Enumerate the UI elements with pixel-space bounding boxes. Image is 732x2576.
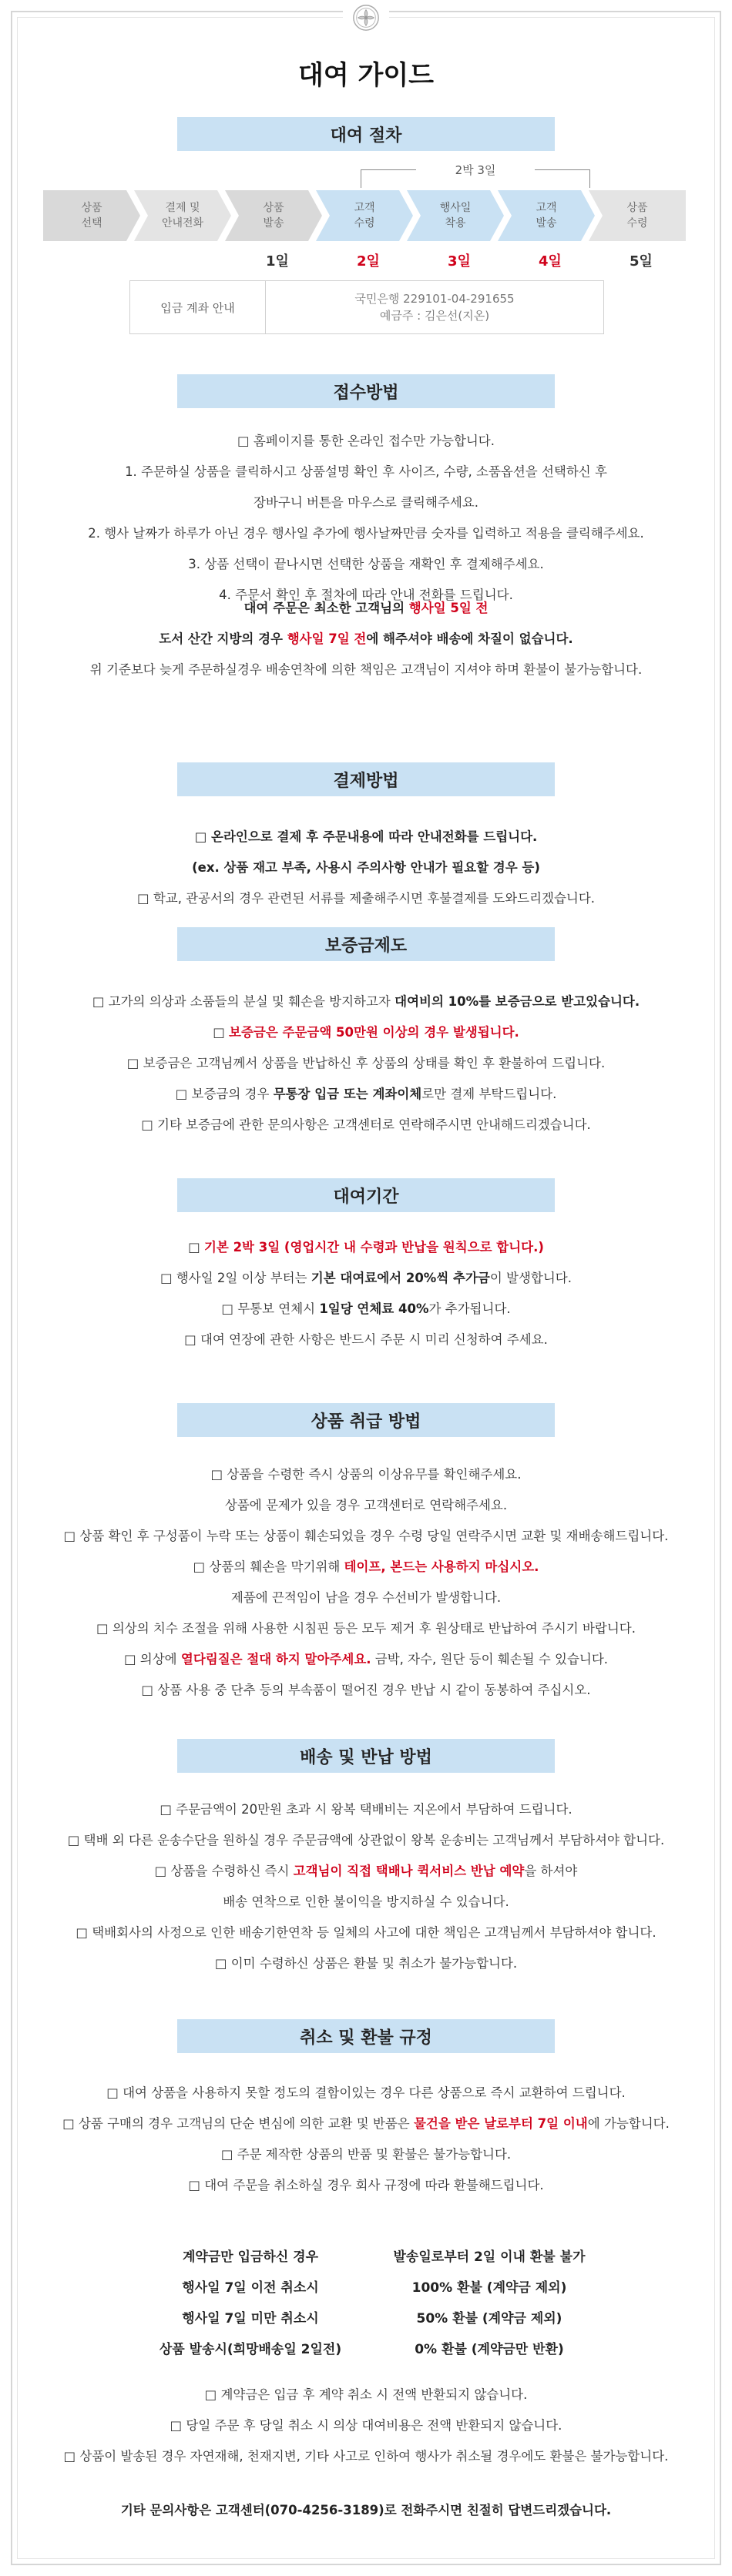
refund-line: □ 당일 주문 후 당일 취소 시 의상 대여비용은 전액 반환되지 않습니다. [170,2418,562,2433]
fee-condition: 상품 발송시(희망배송일 2일전) [159,2341,342,2357]
refund-notes [23,2380,709,2472]
handling-line: □ 의상에 열다림질은 절대 하지 말아주세요. 금박, 자수, 원단 등이 훼손될 수 있습니다. [123,1652,609,1667]
bank-account-info [266,281,603,333]
fee-refund: 50% 환불 (계약금 제외) [416,2310,562,2326]
section-title-order: 접수방법 [177,374,555,408]
order-line: 1. 주문하실 상품을 클릭하시고 상품설명 확인 후 사이즈, 수량, 소품옵션을 선택하신 후 [125,464,607,479]
deposit-text [23,987,709,1141]
refund-line: □ 상품이 발송된 경우 자연재해, 천재지변, 기타 사고로 인하여 행사가 취소될 경우에도 환불은 불가능합니다. [63,2449,669,2464]
order-line: 4. 주문서 확인 후 절차에 따라 안내 전화를 드립니다. [219,588,513,602]
deposit-line: □ 보증금은 주문금액 50만원 이상의 경우 발생됩니다. [213,1025,519,1040]
order-text [23,426,709,611]
handling-line: 제품에 끈적임이 남을 경우 수선비가 발생합니다. [230,1590,502,1605]
payment-line: □ 온라인으로 결제 후 주문내용에 따라 안내전화를 드립니다. [194,829,538,844]
day-label: 2일 [357,253,380,270]
handling-line: □ 상품의 훼손을 막기위해 테이프, 본드는 사용하지 마십시오. [193,1559,539,1574]
section-title-handling: 상품 취급 방법 [177,1403,555,1437]
refund-line: □ 계약금은 입금 후 계약 취소 시 전액 반환되지 않습니다. [204,2387,528,2402]
fee-refund: 0% 환불 (계약금만 반환) [415,2341,564,2357]
section-title-shipping: 배송 및 반납 방법 [177,1739,555,1773]
section-title-refund: 취소 및 환불 규정 [177,2019,555,2053]
refund-fee-table [131,2239,609,2363]
shipping-text [23,1794,709,1979]
process-step: 고객 수령 [316,190,413,241]
table-row [131,2239,609,2270]
shipping-line: □ 상품을 수령하신 즉시 고객님이 직접 택배나 퀵서비스 반납 예약을 하셔야 [154,1864,578,1878]
handling-line: □ 상품 확인 후 구성품이 누락 또는 상품이 훼손되었을 경우 수령 당일 연락주시면 교환 및 재배송해드립니다. [63,1529,669,1543]
page-title: 대여 가이드 [297,60,435,91]
process-step: 상품 수령 [589,190,686,241]
refund-text [23,2078,709,2201]
fee-condition: 계약금만 입금하신 경우 [182,2249,319,2265]
deposit-line: □ 기타 보증금에 관한 문의사항은 고객센터로 연락해주시면 안내해드리겠습니다. [141,1117,591,1132]
fee-condition: 행사일 7일 미만 취소시 [182,2310,319,2326]
bank-account-number: 국민은행 229101-04-291655 [354,292,515,306]
period-line: □ 기본 2박 3일 (영업시간 내 수령과 반납을 원칙으로 합니다.) [188,1240,544,1255]
refund-line: □ 대여 상품을 사용하지 못할 정도의 결함이있는 경우 다른 상품으로 즉시 교환하여 드립니다. [106,2085,626,2100]
refund-line: □ 대여 주문을 취소하실 경우 회사 규정에 따라 환불해드립니다. [188,2178,544,2192]
order-notice-line: 대여 주문은 최소한 고객님의 행사일 5일 전 [243,601,489,615]
table-row [131,2332,609,2363]
contact-line: 기타 문의사항은 고객센터(070-4256-3189)로 전화주시면 친절히 답변드리겠습니다. [120,2503,612,2517]
day-label: 5일 [630,253,653,270]
fee-refund: 100% 환불 (계약금 제외) [411,2280,567,2296]
payment-line: (ex. 상품 재고 부족, 사용시 주의사항 안내가 필요할 경우 등) [192,860,540,875]
table-row [131,2270,609,2301]
day-label: 1일 [266,253,289,270]
process-step: 상품 선택 [43,190,140,241]
table-row [131,2301,609,2332]
period-line: □ 대여 연장에 관한 사항은 반드시 주문 시 미리 신청하여 주세요. [184,1332,548,1347]
payment-line: □ 학교, 관공서의 경우 관련된 서류를 제출해주시면 후불결제를 도와드리겠습니다. [136,891,596,906]
section-title-period: 대여기간 [177,1178,555,1212]
handling-line: □ 상품을 수령한 즉시 상품의 이상유무를 확인해주세요. [210,1467,522,1482]
process-step: 결제 및 안내전화 [134,190,231,241]
shipping-line: □ 이미 수령하신 상품은 환불 및 취소가 불가능합니다. [214,1956,518,1971]
bank-account-label: 입금 계좌 안내 [130,281,266,333]
shipping-line: □ 택배회사의 사정으로 인한 배송기한연착 등 일체의 사고에 대한 책임은 고객님께서 부담하셔야 합니다. [76,1925,656,1940]
payment-text [23,822,709,914]
order-line: □ 홈페이지를 통한 온라인 접수만 가능합니다. [237,434,495,448]
handling-line: □ 의상의 치수 조절을 위해 사용한 시침핀 등은 모두 제거 후 원상태로 반납하여 주시기 바랍니다. [96,1621,636,1636]
handling-line: □ 상품 사용 중 단추 등의 부속품이 떨어진 경우 반납 시 같이 동봉하여 주십시오. [141,1683,591,1697]
shipping-line: □ 주문금액이 20만원 초과 시 왕복 택배비는 지온에서 부담하여 드립니다. [159,1802,573,1817]
period-line: □ 행사일 2일 이상 부터는 기본 대여료에서 20%씩 추가금이 발생합니다. [160,1271,572,1285]
period-line: □ 무통보 연체시 1일당 연체료 40%가 추가됩니다. [221,1301,511,1316]
day-label: 3일 [448,253,471,270]
flower-ornament-icon [343,0,389,35]
order-line: 3. 상품 선택이 끝나시면 선택한 상품을 재확인 후 결제해주세요. [188,557,544,571]
section-title-deposit: 보증금제도 [177,927,555,961]
bank-account-holder: 예금주 : 김은선(지온) [379,309,490,323]
process-steps [43,190,687,241]
order-line: 장바구니 버튼을 마우스로 클릭해주세요. [254,495,478,510]
deposit-line: □ 보증금의 경우 무통장 입금 또는 계좌이체로만 결제 부탁드립니다. [175,1087,557,1101]
order-line: 2. 행사 날짜가 하루가 아닌 경우 행사일 추가에 행사날짜만큼 숫자를 입력하고 적용을 클릭해주세요. [88,526,644,541]
process-step: 상품 발송 [225,190,322,241]
handling-text [23,1459,709,1706]
refund-line: □ 상품 구매의 경우 고객님의 단순 변심에 의한 교환 및 반품은 물건을 받은 날로부터 7일 이내에 가능합니다. [62,2116,670,2131]
shipping-line: □ 택배 외 다른 운송수단을 원하실 경우 주문금액에 상관없이 왕복 운송비는 고객님께서 부담하셔야 합니다. [67,1833,665,1847]
refund-line: □ 주문 제작한 상품의 반품 및 환불은 불가능합니다. [220,2147,512,2162]
fee-condition: 행사일 7일 이전 취소시 [182,2280,319,2296]
fee-refund: 발송일로부터 2일 이내 환불 불가 [393,2249,586,2265]
order-notice [23,593,709,685]
section-title-process: 대여 절차 [177,117,555,151]
order-notice-line: 도서 산간 지방의 경우 행사일 7일 전에 해주셔야 배송에 차질이 없습니다. [159,631,573,646]
shipping-line: 배송 연착으로 인한 불이익을 방지하실 수 있습니다. [223,1894,509,1909]
process-days [0,250,732,269]
process-step: 행사일 착용 [407,190,504,241]
process-step: 고객 발송 [498,190,595,241]
section-title-payment: 결제방법 [177,762,555,796]
day-label: 4일 [539,253,562,270]
deposit-line: □ 고가의 의상과 소품들의 분실 및 훼손을 방지하고자 대여비의 10%를 보증금으로 받고있습니다. [92,994,640,1009]
contact-notice [23,2495,709,2526]
period-text [23,1232,709,1355]
bank-account-box [129,280,604,334]
deposit-line: □ 보증금은 고객님께서 상품을 반납하신 후 상품의 상태를 확인 후 환불하여 드립니다. [126,1056,606,1070]
order-notice-line: 위 기준보다 늦게 주문하실경우 배송연착에 의한 책임은 고객님이 지셔야 하며 환불이 불가능합니다. [89,662,643,677]
period-bracket-label: 2박 3일 [416,162,535,178]
handling-line: 상품에 문제가 있을 경우 고객센터로 연락해주세요. [224,1498,508,1512]
